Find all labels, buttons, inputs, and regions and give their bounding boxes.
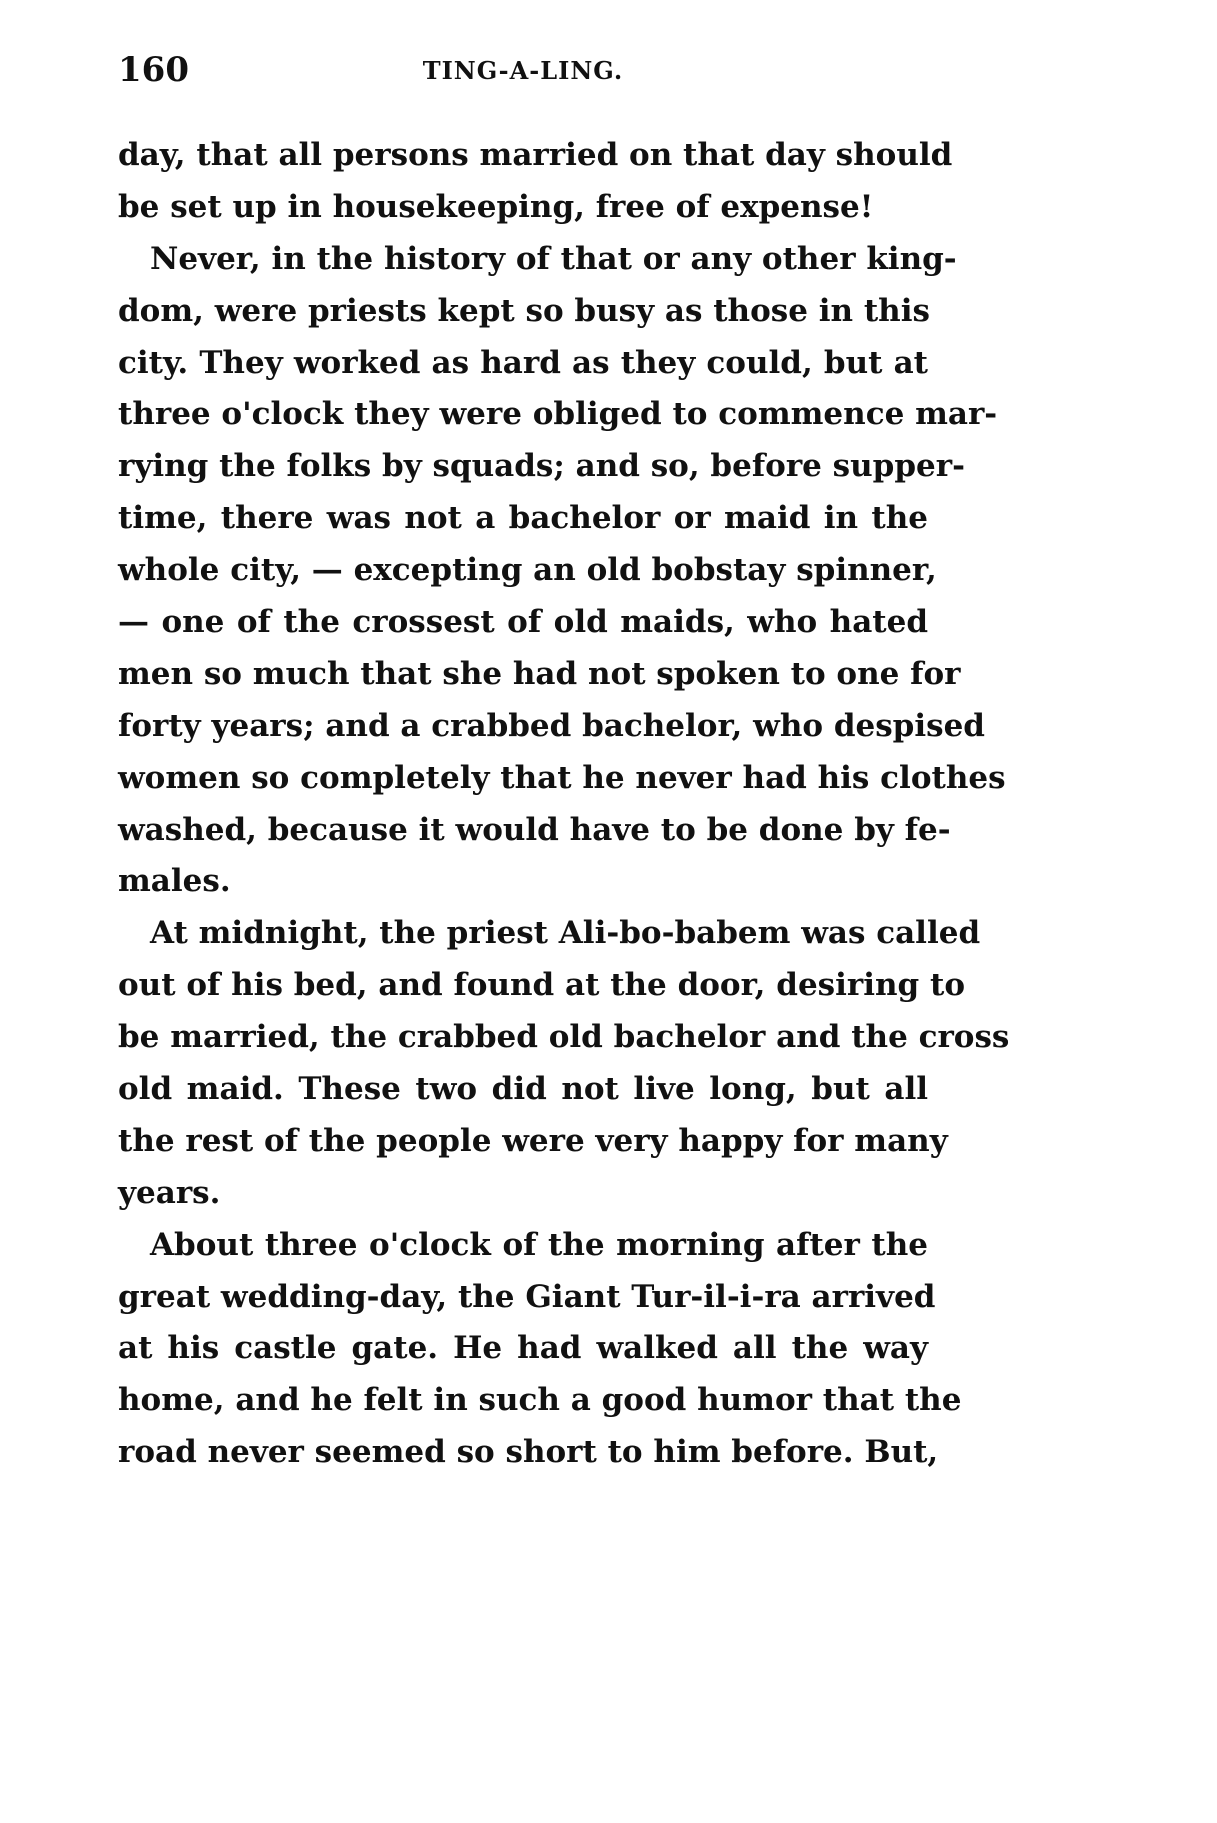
text-line: Never, in the history of that or any other king-	[150, 240, 957, 277]
text-line: be set up in housekeeping, free of expense!	[118, 188, 874, 225]
text-line: women so completely that he never had his clothes	[118, 759, 1006, 796]
text-line: — one of the crossest of old maids, who hated	[118, 604, 928, 641]
text-line: road never seemed so short to him before. But,	[118, 1434, 939, 1471]
running-title: TING-A-LING.	[422, 56, 624, 85]
text-line: whole city, — excepting an old bobstay spinner,	[118, 552, 937, 589]
text-line: out of his bed, and found at the door, desiring to	[118, 967, 966, 1004]
text-line: great wedding-day, the Giant Tur-il-i-ra arrived	[118, 1278, 936, 1315]
text-line: three o'clock they were obliged to commence mar-	[118, 396, 998, 433]
text-line: years.	[118, 1174, 221, 1211]
text-line: at his castle gate. He had walked all the way	[118, 1330, 928, 1367]
page-number: 160	[118, 50, 189, 90]
page-body-text	[118, 130, 1010, 1479]
text-line: About three o'clock of the morning after the	[150, 1226, 928, 1263]
text-line: day, that all persons married on that day should	[118, 137, 953, 173]
text-line: men so much that she had not spoken to one for	[118, 655, 961, 692]
running-header	[118, 50, 928, 94]
text-line: washed, because it would have to be done by fe-	[118, 811, 951, 848]
text-line: dom, were priests kept so busy as those in this	[118, 292, 930, 329]
text-line: city. They worked as hard as they could, but at	[118, 344, 928, 381]
text-line: rying the folks by squads; and so, before supper-	[118, 448, 965, 485]
text-line: home, and he felt in such a good humor that the	[118, 1382, 962, 1419]
text-line: males.	[118, 863, 231, 900]
text-line: be married, the crabbed old bachelor and the cross	[118, 1019, 1010, 1056]
text-line: old maid. These two did not live long, but all	[118, 1071, 928, 1108]
text-line: forty years; and a crabbed bachelor, who despised	[118, 707, 985, 744]
text-line: the rest of the people were very happy for many	[118, 1122, 948, 1159]
text-line: At midnight, the priest Ali-bo-babem was called	[150, 915, 981, 952]
text-line: time, there was not a bachelor or maid in the	[118, 500, 928, 537]
